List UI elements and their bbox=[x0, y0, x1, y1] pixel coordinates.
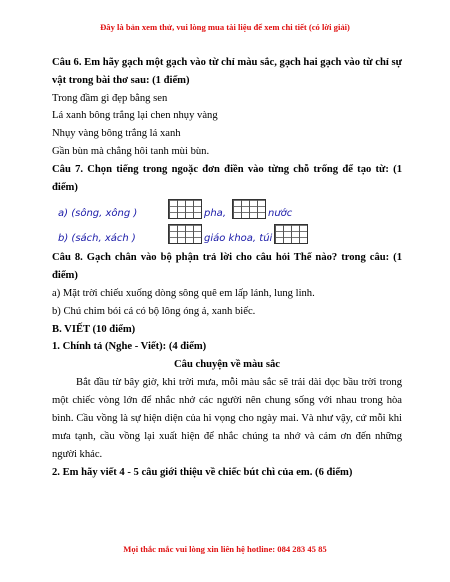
handwritten-label: b) (sách, xách ) bbox=[58, 233, 136, 245]
question-6-title: Câu 6. Em hãy gạch một gạch vào từ chỉ màu sắc, gạch hai gạch vào từ chỉ sự vật trong bài thơ sau: (1 điểm) bbox=[52, 57, 402, 86]
fill-row-b bbox=[52, 224, 402, 246]
part-2-heading: 2. Em hãy viết 4 - 5 câu giới thiệu về chiếc bút chì của em. (6 điểm) bbox=[52, 466, 353, 478]
question-8-title: Câu 8. Gạch chân vào bộ phận trả lời cho câu hỏi Thế nào? trong câu: (1 điểm) bbox=[52, 252, 402, 282]
document-content bbox=[52, 54, 402, 482]
writing-grid bbox=[232, 199, 266, 219]
poem-line: Nhụy vàng bông trắng lá xanh bbox=[52, 128, 181, 140]
handwritten-word: giáo khoa, túi bbox=[204, 233, 273, 245]
writing-grid bbox=[274, 224, 308, 244]
question-7-title: Câu 7. Chọn tiếng trong ngoặc đơn điền vào từng chỗ trống để tạo từ: (1 điểm) bbox=[52, 163, 402, 193]
section-b-heading: B. VIẾT (10 điểm) bbox=[52, 323, 136, 335]
fill-row-a bbox=[52, 199, 402, 221]
poem-line: Gần bùn mà chẳng hôi tanh mùi bùn. bbox=[52, 145, 210, 157]
handwritten-word: pha, bbox=[204, 208, 226, 220]
story-title: Câu chuyện về màu sắc bbox=[174, 359, 280, 371]
story-text: Bắt đầu từ bây giờ, khi trời mưa, mỗi màu sắc sẽ trải dài dọc bầu trời trong một chiếc vòng lớn để nhắc nhở các người nên chung sống với nhau trong hòa bình. Cầu vồng là sự hiện diện của hi vọng cho ngày mai. Và như vậy, cứ mỗi khi mưa tạnh, cầu vồng lại xuất hiện để nhắc chúng ta nhớ và cảm ơn đến những người khác. bbox=[52, 376, 402, 460]
writing-grid bbox=[168, 224, 202, 244]
handwritten-label: a) (sông, xông ) bbox=[58, 208, 138, 220]
part-1-heading: 1. Chính tả (Nghe - Viết): (4 điểm) bbox=[52, 341, 207, 353]
handwritten-word: nước bbox=[268, 208, 293, 220]
poem-line: Trong đầm gì đẹp bằng sen bbox=[52, 92, 168, 104]
hotline-footer: Mọi thắc mắc vui lòng xin liên hệ hotline: 084 283 45 85 bbox=[123, 544, 327, 554]
sentence-b: b) Chú chim bói cá có bộ lông óng ả, xanh biếc. bbox=[52, 305, 256, 317]
preview-notice: Đây là bản xem thử, vui lòng mua tài liệu để xem chi tiết (có lời giải) bbox=[100, 22, 350, 32]
sentence-a: a) Mặt trời chiếu xuống dòng sông quê em lấp lánh, lung linh. bbox=[52, 287, 315, 299]
writing-grid bbox=[168, 199, 202, 219]
poem-line: Lá xanh bông trắng lại chen nhụy vàng bbox=[52, 110, 218, 122]
